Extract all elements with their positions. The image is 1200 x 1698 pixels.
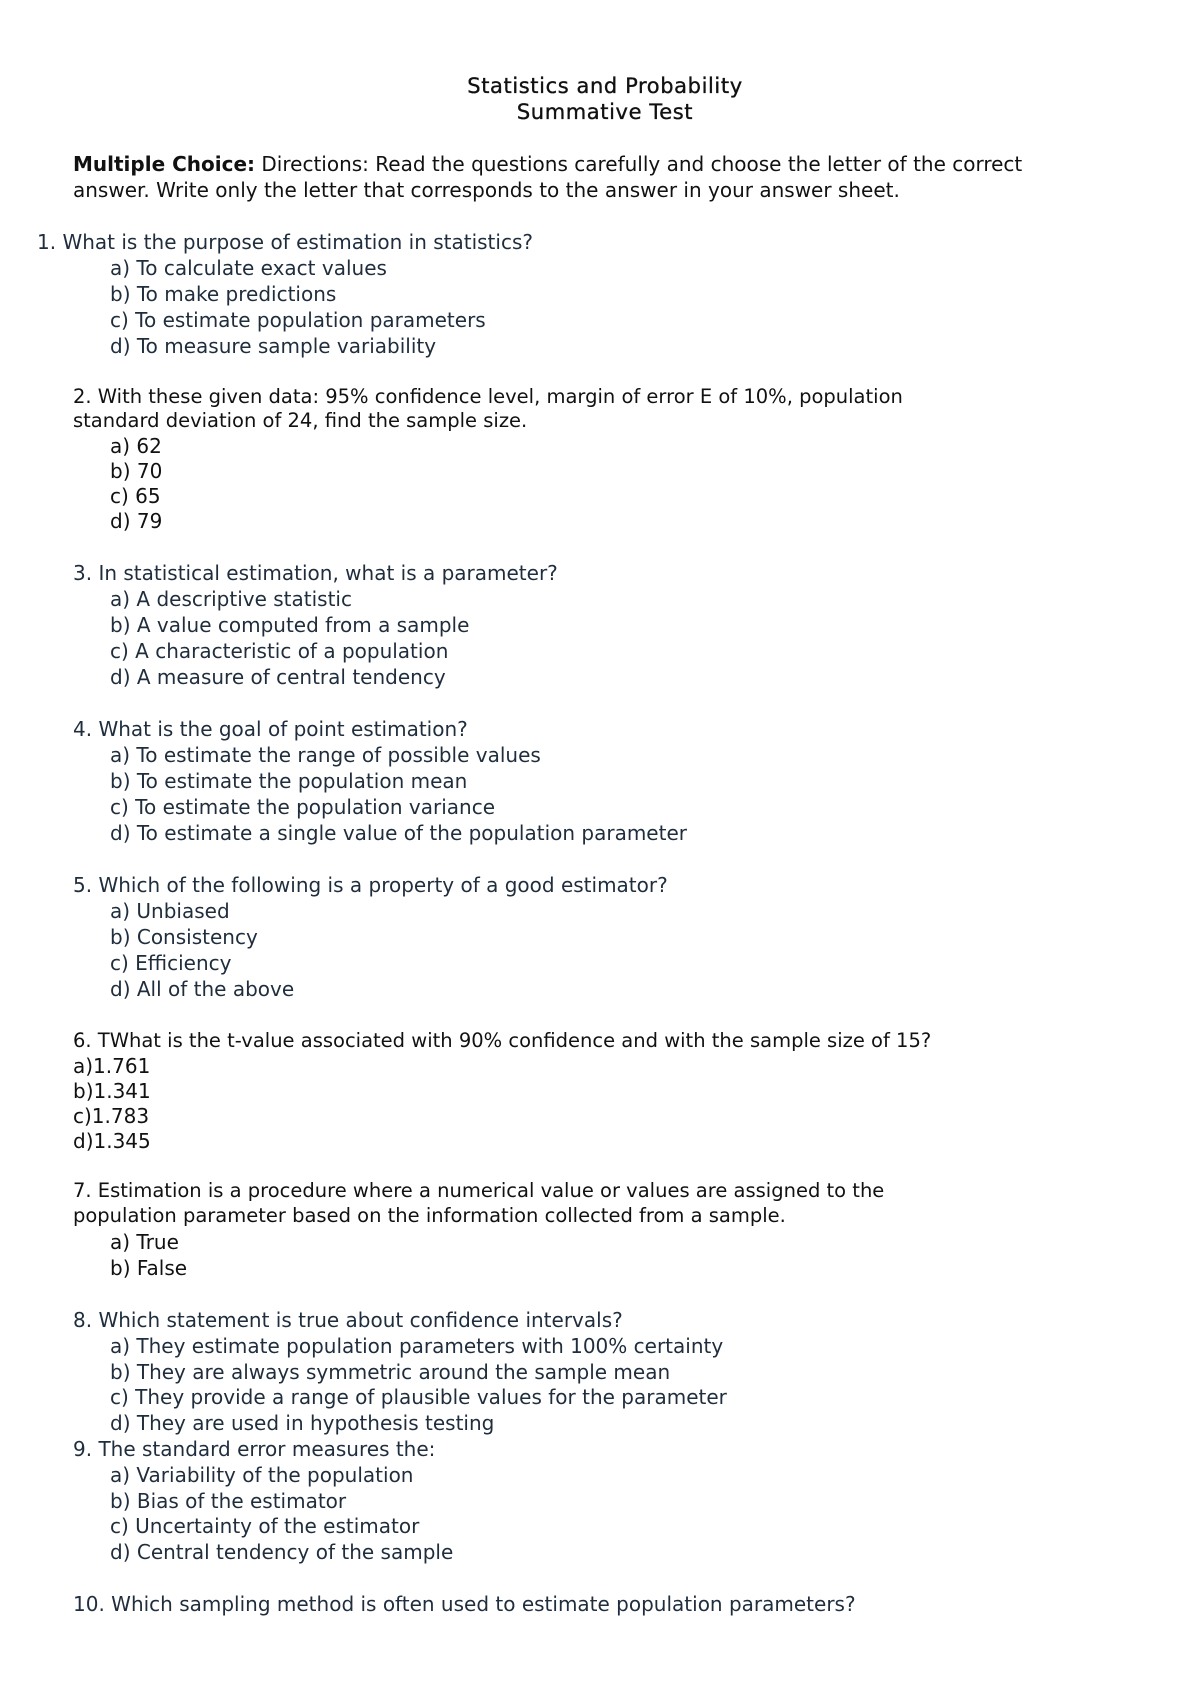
question-5-option-c: c) Efficiency xyxy=(110,951,232,975)
question-3: 3. In statistical estimation, what is a parameter? xyxy=(73,561,558,585)
question-8-option-a: a) They estimate population parameters with 100% certainty xyxy=(110,1334,724,1358)
question-4-option-c: c) To estimate the population variance xyxy=(110,795,495,819)
question-6-option-b: b)1.341 xyxy=(73,1079,151,1103)
question-1-option-b: b) To make predictions xyxy=(110,282,337,306)
question-7-option-b: b) False xyxy=(110,1256,188,1280)
question-5-option-d: d) All of the above xyxy=(110,977,295,1001)
question-8-option-b: b) They are always symmetric around the sample mean xyxy=(110,1360,671,1384)
question-3-option-a: a) A descriptive statistic xyxy=(110,587,352,611)
document-subtitle: Summative Test xyxy=(516,100,694,124)
question-6: 6. TWhat is the t-value associated with 90% confidence and with the sample size of 15? xyxy=(73,1029,932,1052)
question-7-continued: population parameter based on the information collected from a sample. xyxy=(73,1204,786,1227)
question-6-option-a: a)1.761 xyxy=(73,1054,151,1078)
question-9-option-d: d) Central tendency of the sample xyxy=(110,1540,454,1564)
question-5-option-a: a) Unbiased xyxy=(110,899,230,923)
question-4-option-d: d) To estimate a single value of the population parameter xyxy=(110,821,687,845)
question-10: 10. Which sampling method is often used to estimate population parameters? xyxy=(73,1592,856,1616)
question-6-option-d: d)1.345 xyxy=(73,1129,151,1153)
question-9-option-c: c) Uncertainty of the estimator xyxy=(110,1514,420,1538)
question-1-option-d: d) To measure sample variability xyxy=(110,334,437,358)
instructions-text: Directions: Read the questions carefully and choose the letter of the correct xyxy=(255,152,1023,176)
question-1-option-c: c) To estimate population parameters xyxy=(110,308,486,332)
question-7: 7. Estimation is a procedure where a numerical value or values are assigned to the xyxy=(73,1179,885,1202)
question-4-option-a: a) To estimate the range of possible values xyxy=(110,743,541,767)
question-3-option-b: b) A value computed from a sample xyxy=(110,613,470,637)
question-8-option-c: c) They provide a range of plausible values for the parameter xyxy=(110,1385,727,1409)
question-2-option-b: b) 70 xyxy=(110,459,163,483)
question-5: 5. Which of the following is a property of a good estimator? xyxy=(73,873,668,897)
question-4-option-b: b) To estimate the population mean xyxy=(110,769,468,793)
instructions-label: Multiple Choice: xyxy=(73,152,256,176)
instructions-line-2: answer. Write only the letter that corresponds to the answer in your answer sheet. xyxy=(73,178,900,202)
question-3-option-d: d) A measure of central tendency xyxy=(110,665,446,689)
question-2-option-d: d) 79 xyxy=(110,509,163,533)
question-9-option-a: a) Variability of the population xyxy=(110,1463,414,1487)
question-7-option-a: a) True xyxy=(110,1230,179,1254)
question-5-option-b: b) Consistency xyxy=(110,925,258,949)
instructions-line-1 xyxy=(73,154,1022,174)
question-9-option-b: b) Bias of the estimator xyxy=(110,1489,347,1513)
question-3-option-c: c) A characteristic of a population xyxy=(110,639,449,663)
question-4: 4. What is the goal of point estimation? xyxy=(73,717,468,741)
question-2: 2. With these given data: 95% confidence level, margin of error E of 10%, population xyxy=(73,385,903,408)
question-2-continued: standard deviation of 24, find the sample size. xyxy=(73,409,528,432)
question-9: 9. The standard error measures the: xyxy=(73,1437,436,1461)
question-2-option-c: c) 65 xyxy=(110,484,161,508)
question-8: 8. Which statement is true about confidence intervals? xyxy=(73,1308,623,1332)
document-title: Statistics and Probability xyxy=(467,74,743,98)
question-1: 1. What is the purpose of estimation in statistics? xyxy=(37,230,533,254)
question-6-option-c: c)1.783 xyxy=(73,1104,150,1128)
question-1-option-a: a) To calculate exact values xyxy=(110,256,387,280)
question-2-option-a: a) 62 xyxy=(110,434,162,458)
question-8-option-d: d) They are used in hypothesis testing xyxy=(110,1411,495,1435)
